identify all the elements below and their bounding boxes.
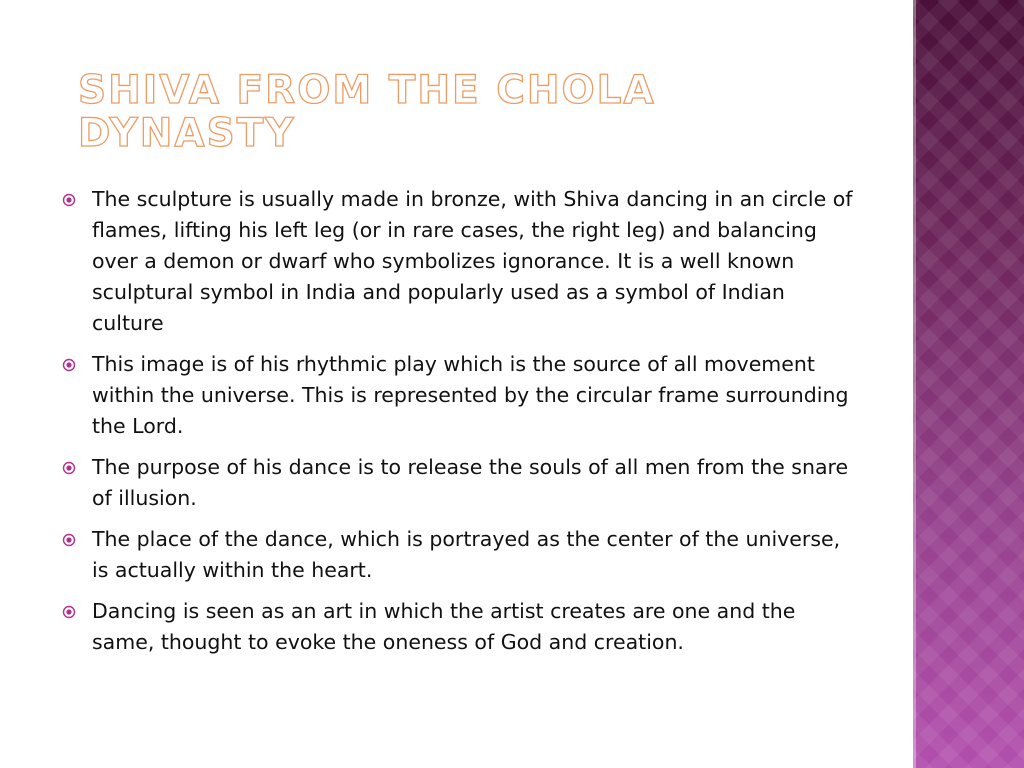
bullet-text: This image is of his rhythmic play which is the source of all movement within the universe. This is represented by the circular frame surrounding the Lord. (92, 352, 849, 438)
list-item (62, 524, 862, 586)
slide-title: SHIVA FROM THE CHOLA DYNASTY (78, 68, 656, 156)
circled-dot-icon (62, 184, 92, 215)
list-item (62, 596, 862, 658)
circled-dot-icon (62, 524, 92, 555)
circled-dot-icon (62, 596, 92, 627)
list-item (62, 452, 862, 514)
circled-dot-icon (62, 452, 92, 483)
list-item (62, 184, 862, 339)
circled-dot-icon (62, 349, 92, 380)
bullet-text: Dancing is seen as an art in which the artist creates are one and the same, thought to evoke the oneness of God and creation. (92, 599, 796, 654)
bullet-text: The place of the dance, which is portrayed as the center of the universe, is actually within the heart. (92, 527, 841, 582)
list-item (62, 349, 862, 442)
bullet-text: The purpose of his dance is to release the souls of all men from the snare of illusion. (92, 455, 849, 510)
bullet-list (62, 184, 862, 668)
bullet-text: The sculpture is usually made in bronze, with Shiva dancing in an circle of flames, lifting his left leg (or in rare cases, the right leg) and balancing over a demon or dwarf who symbolizes ignorance. It is a well known sculptural symbol in India and popularly used as a symbol of Indian culture (92, 187, 853, 335)
side-bar-edge (913, 0, 916, 768)
decorative-side-bar (913, 0, 1024, 768)
